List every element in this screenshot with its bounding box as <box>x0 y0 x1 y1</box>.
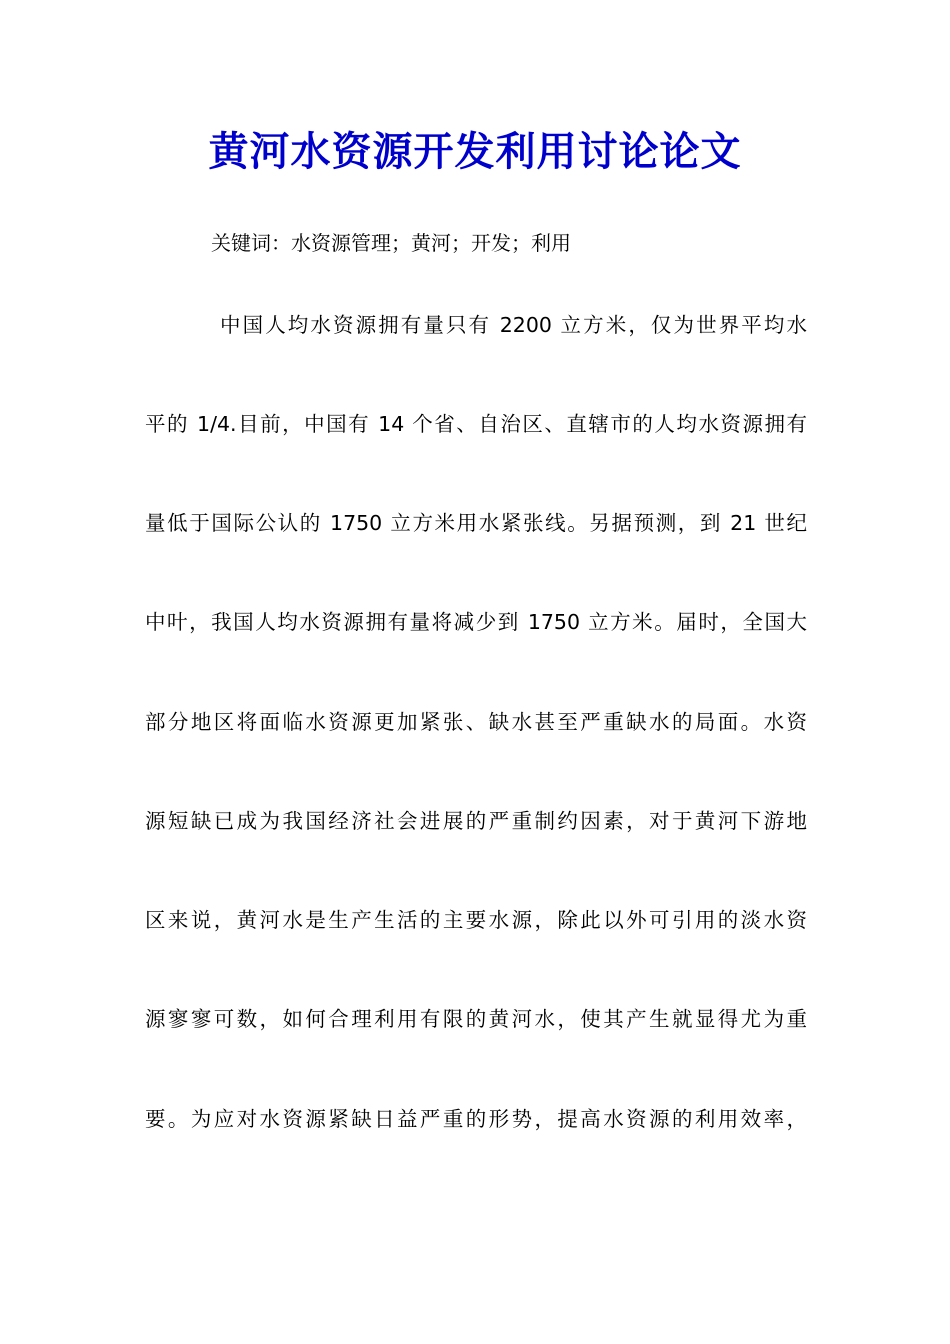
body-line: 中国人均水资源拥有量只有 2200 立方米，仅为世界平均水 <box>220 313 807 337</box>
body-line: 源短缺已成为我国经济社会进展的严重制约因素，对于黄河下游地 <box>145 809 807 833</box>
body-line: 区来说，黄河水是生产生活的主要水源，除此以外可引用的淡水资 <box>145 908 807 932</box>
keywords-line: 关键词：水资源管理；黄河；开发；利用 <box>211 231 571 255</box>
body-line: 平的 1/4.目前，中国有 14 个省、自治区、直辖市的人均水资源拥有 <box>145 412 807 436</box>
body-line: 量低于国际公认的 1750 立方米用水紧张线。另据预测，到 21 世纪 <box>145 511 807 535</box>
body-line: 源寥寥可数，如何合理利用有限的黄河水，使其产生就显得尤为重 <box>145 1007 807 1031</box>
body-line: 要。为应对水资源紧缺日益严重的形势，提高水资源的利用效率， <box>145 1107 807 1131</box>
body-line: 部分地区将面临水资源更加紧张、缺水甚至严重缺水的局面。水资 <box>145 710 807 734</box>
body-line: 中叶，我国人均水资源拥有量将减少到 1750 立方米。届时，全国大 <box>145 610 807 634</box>
document-title: 黄河水资源开发利用讨论论文 <box>208 128 742 175</box>
